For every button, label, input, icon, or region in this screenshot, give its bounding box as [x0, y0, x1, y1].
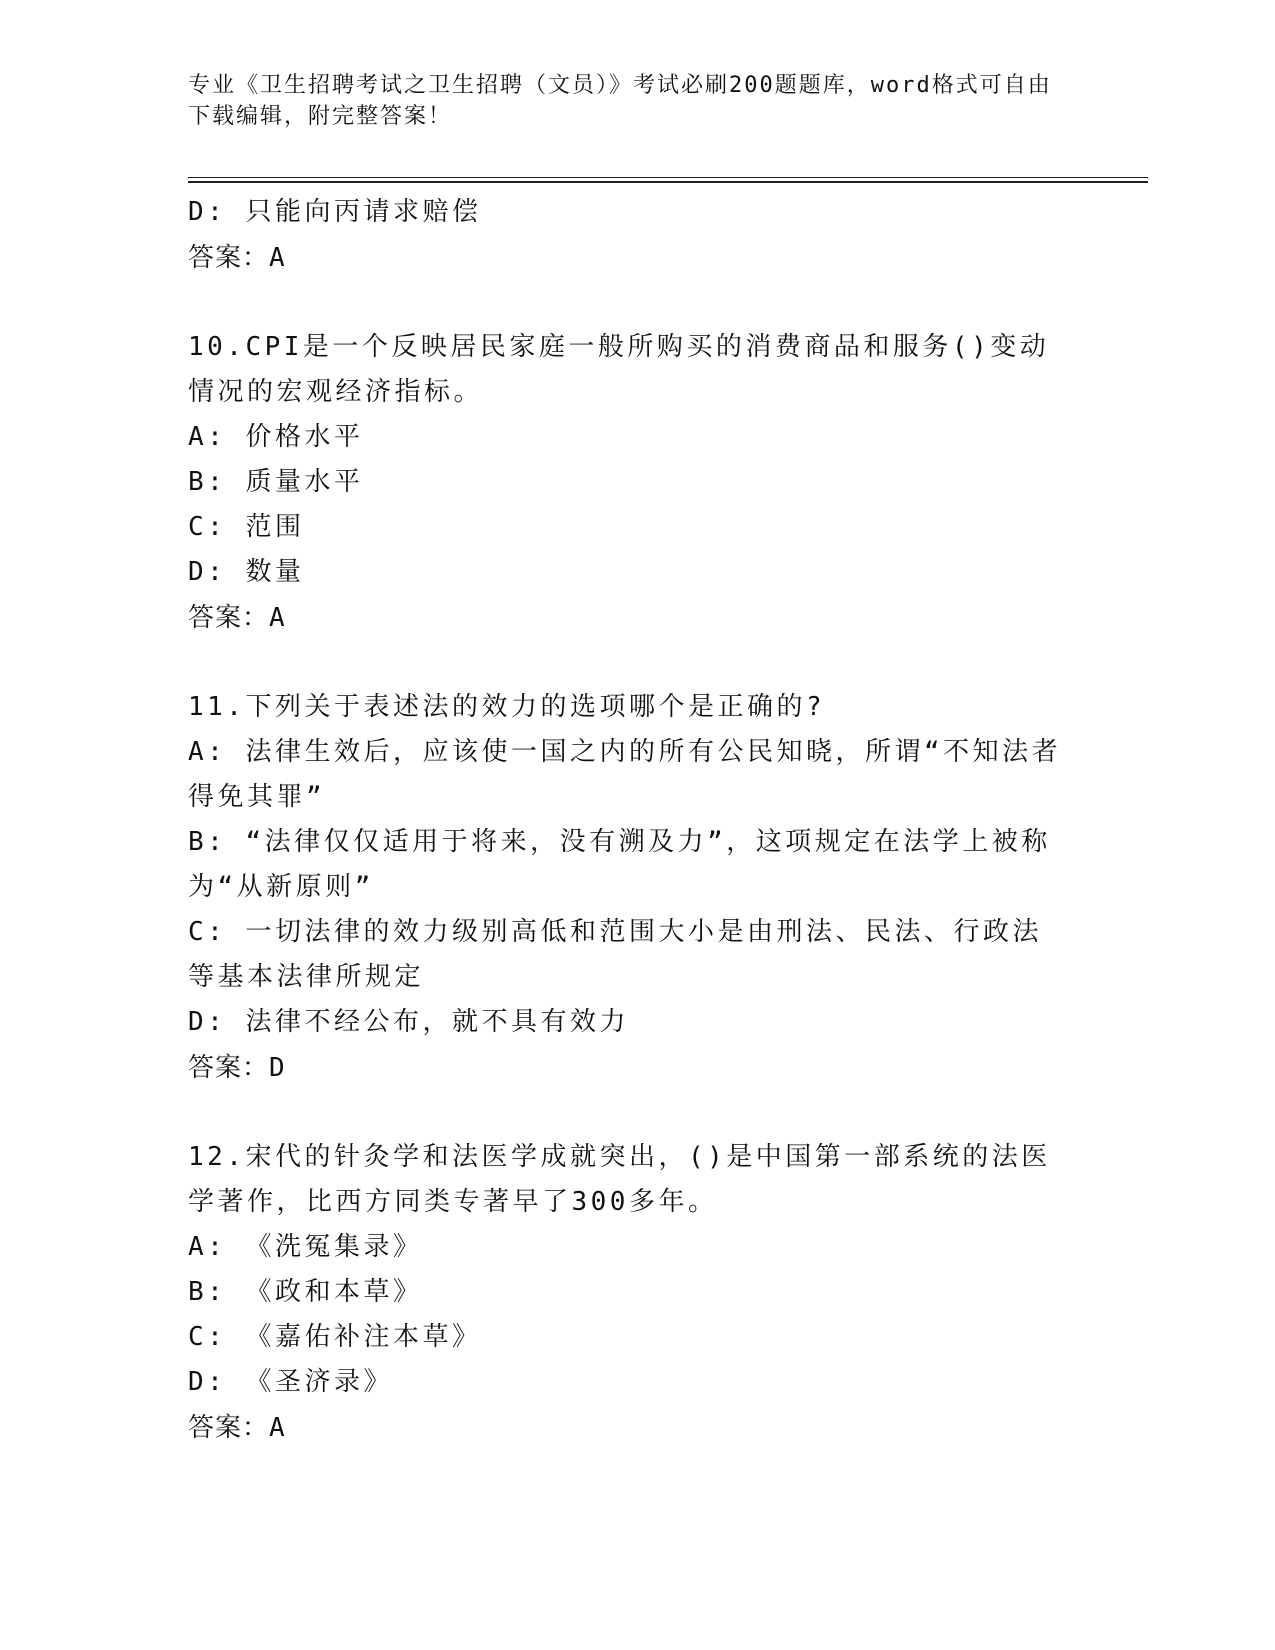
option-c: C: 一切法律的效力级别高低和范围大小是由刑法、民法、行政法等基本法律所规定 [188, 917, 1042, 992]
answer-value: A [269, 243, 286, 273]
option-a: A: 价格水平 [188, 422, 364, 452]
option-b: B: 质量水平 [188, 467, 364, 497]
answer-label: 答案： [188, 1413, 270, 1443]
answer-label: 答案： [188, 1053, 270, 1083]
option-a: A: 《洗冤集录》 [188, 1232, 423, 1262]
option-d: D: 法律不经公布，就不具有效力 [188, 1007, 629, 1037]
question-stem: 11.下列关于表述法的效力的选项哪个是正确的? [188, 692, 826, 722]
question-12 [188, 1135, 1068, 1451]
answer-value: A [269, 1413, 286, 1443]
option-c: C: 《嘉佑补注本草》 [188, 1322, 482, 1352]
page-header [188, 70, 1068, 132]
option-d: D: 只能向丙请求赔偿 [188, 197, 482, 227]
answer-line [188, 595, 1068, 641]
option-d: D: 数量 [188, 557, 305, 587]
question-stem: 12.宋代的针灸学和法医学成就突出，()是中国第一部系统的法医学著作，比西方同类专著早了300多年。 [188, 1142, 1051, 1217]
answer-line [188, 235, 1068, 281]
option-c: C: 范围 [188, 512, 305, 542]
answer-label: 答案： [188, 603, 270, 633]
previous-question-fragment [188, 190, 1068, 281]
option-a: A: 法律生效后，应该使一国之内的所有公民知晓，所谓“不知法者得免其罪” [188, 737, 1062, 812]
question-11 [188, 685, 1068, 1091]
answer-value: D [269, 1053, 286, 1083]
answer-value: A [269, 603, 286, 633]
header-divider [188, 177, 1148, 184]
question-stem: 10.CPI是一个反映居民家庭一般所购买的消费商品和服务()变动情况的宏观经济指标。 [188, 332, 1050, 407]
answer-label: 答案： [188, 243, 270, 273]
question-10 [188, 325, 1068, 641]
divider-thick-line [188, 181, 1148, 183]
answer-line [188, 1045, 1068, 1091]
divider-thin-line [188, 177, 1148, 178]
header-text: 专业《卫生招聘考试之卫生招聘（文员）》考试必刷200题题库，word格式可自由下载编辑，附完整答案！ [188, 73, 1052, 129]
option-d: D: 《圣济录》 [188, 1367, 393, 1397]
answer-line [188, 1405, 1068, 1451]
option-b: B: “法律仅仅适用于将来，没有溯及力”，这项规定在法学上被称为“从新原则” [188, 827, 1051, 902]
option-b: B: 《政和本草》 [188, 1277, 423, 1307]
question-list [188, 190, 1068, 1451]
